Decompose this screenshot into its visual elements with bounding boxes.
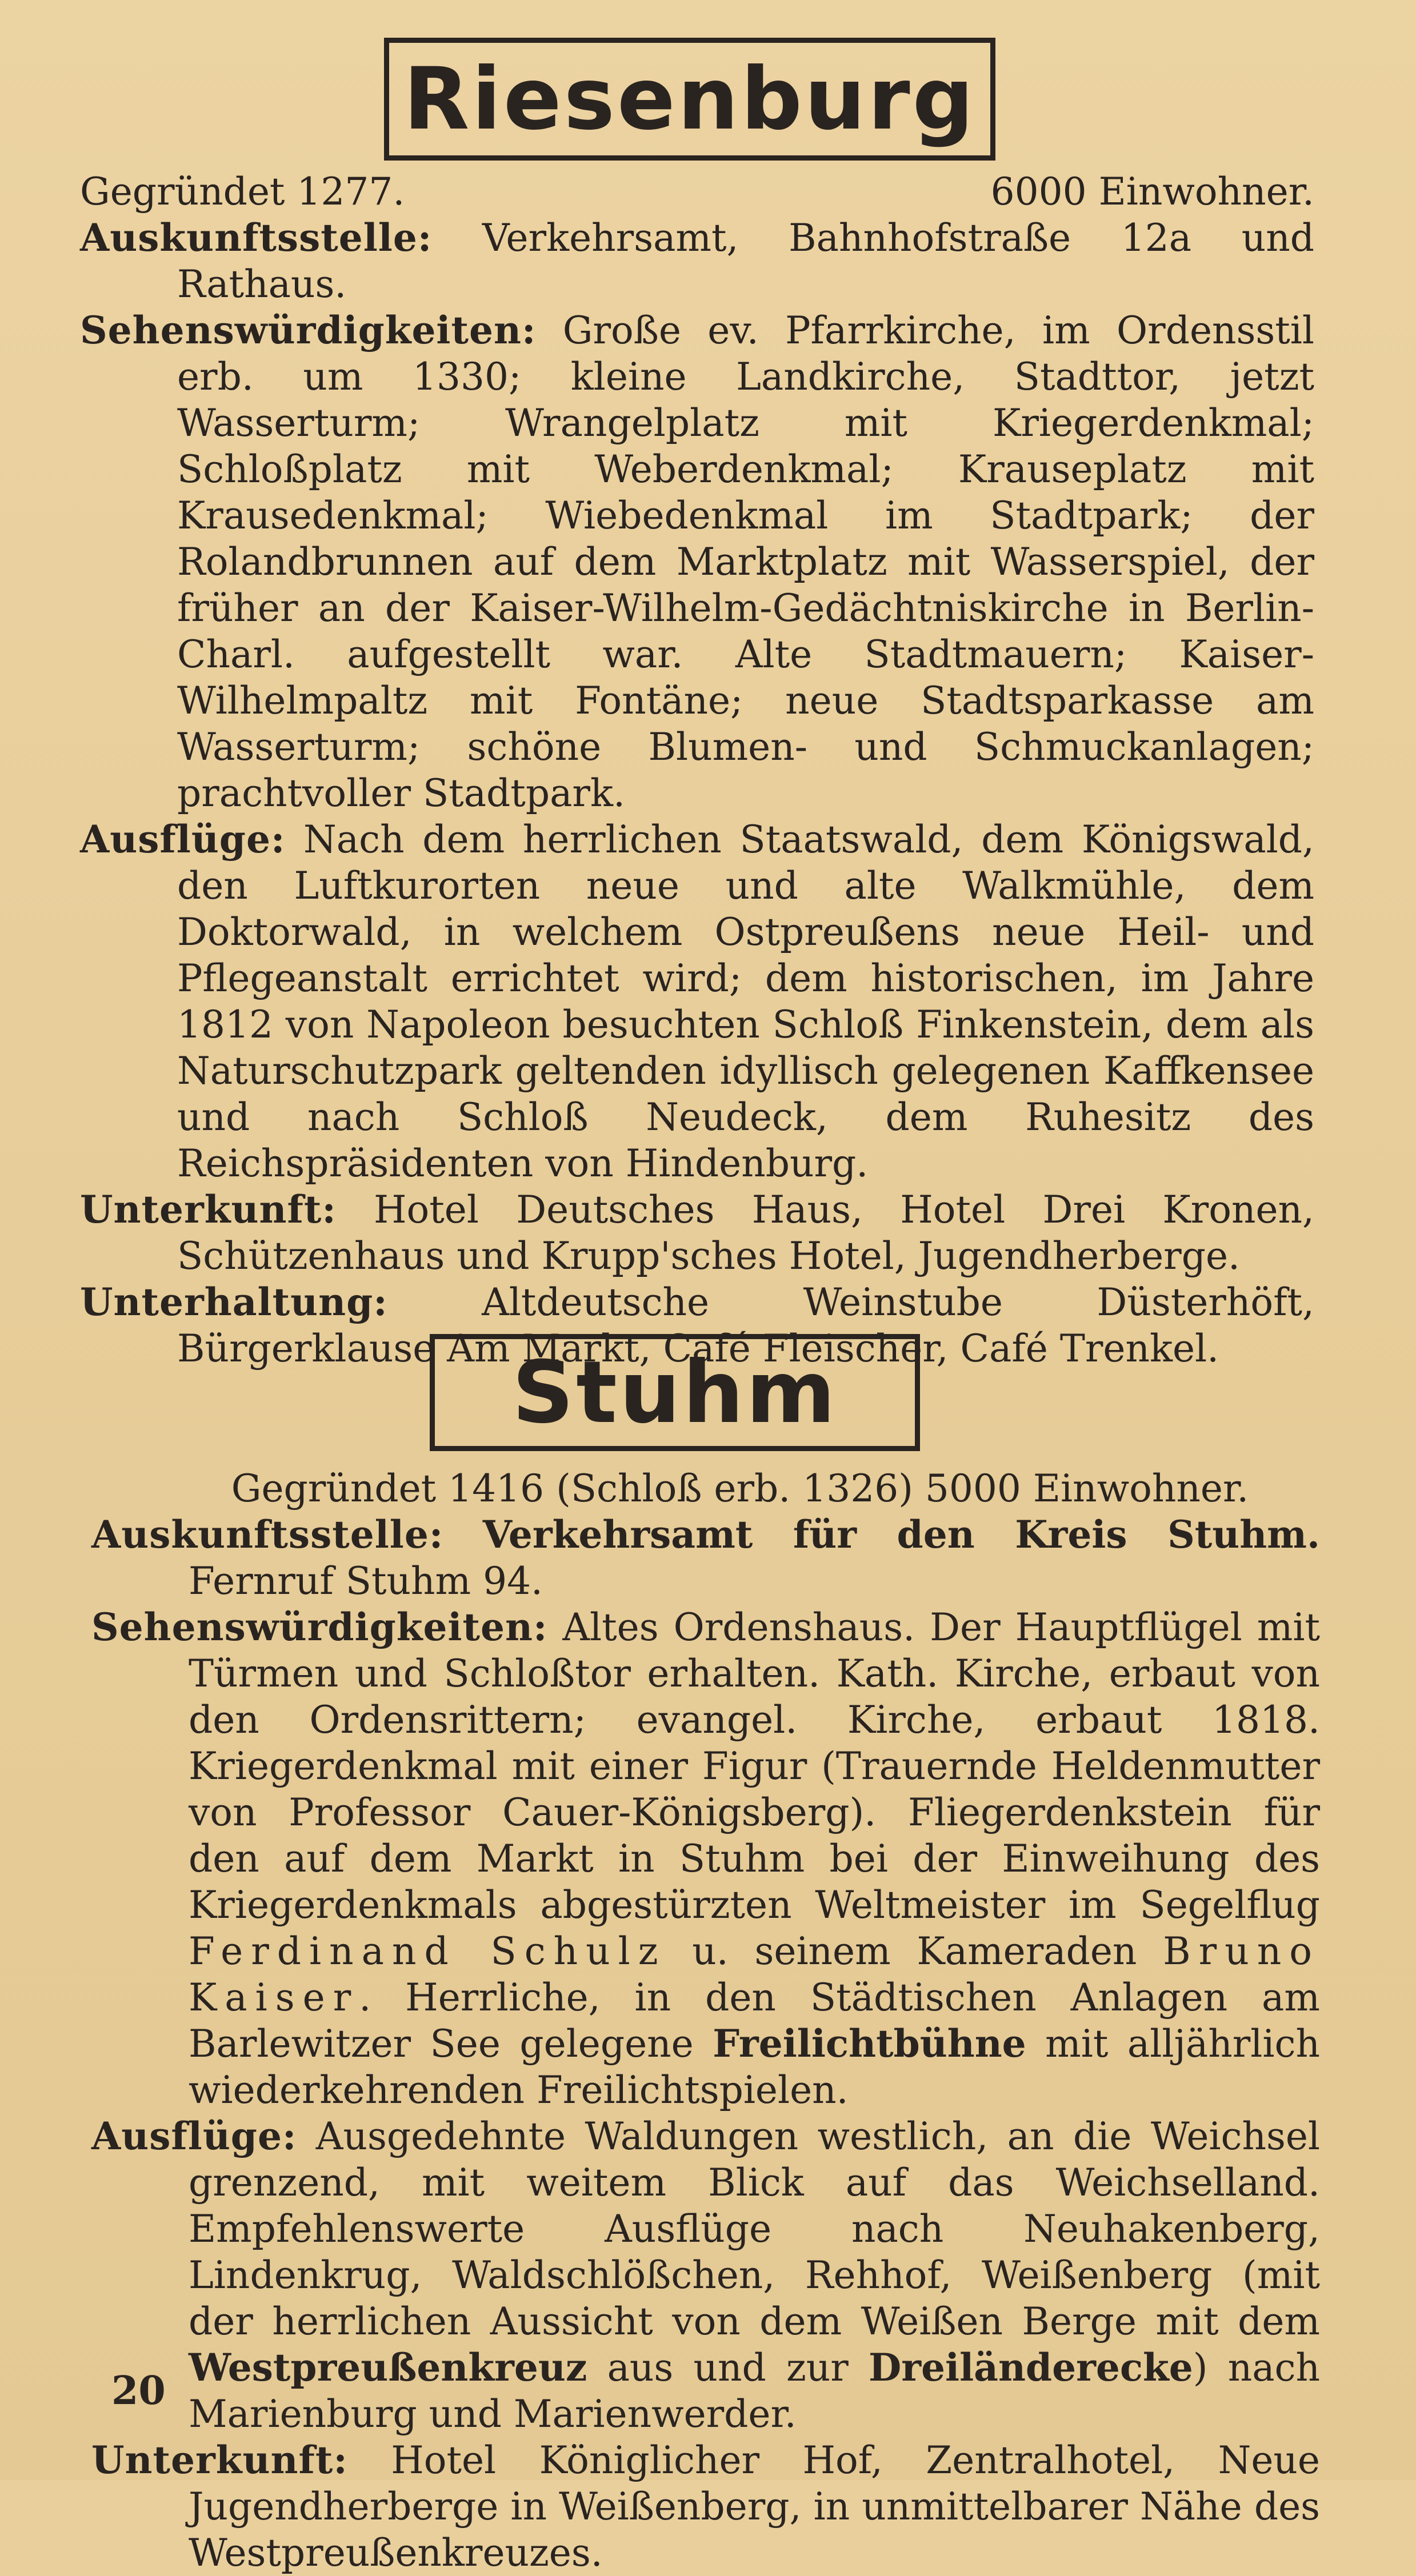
- riesenburg-lodging: [80, 1187, 1314, 1279]
- stuhm-trips-text-1: Ausgedehnte Waldungen westlich, an die Weichsel grenzend, mit weitem Blick auf das Weichselland. Empfehlenswerte Ausflüge nach Neuhakenberg, Lindenkrug, Waldschlößchen, Rehhof, Weißenberg (mit der herrlichen Aussicht von dem Weißen Berge mit dem: [189, 2114, 1320, 2343]
- riesenburg-inhabitants: 6000 Einwohner.: [990, 170, 1314, 214]
- riesenburg-sights-text: Große ev. Pfarrkirche, im Ordensstil erb. um 1330; kleine Landkirche, Stadttor, jetzt Wasserturm; Wrangelplatz mit Kriegerdenkmal; Schloßplatz mit Weberdenkmal; Krauseplatz mit Krausedenkmal; Wiebedenkmal im Stadtpark; der Rolandbrunnen auf dem Marktplatz mit Wasserspiel, der früher an der Kaiser-Wilhelm-Gedächtniskirche in Berlin-Charl. aufgestellt war. Alte Stadtmauern; Kaiser-Wilhelmpaltz mit Fontäne; neue Stadtsparkasse am Wasserturm; schöne Blumen- und Schmuckanlagen; prachtvoller Stadtpark.: [177, 309, 1314, 815]
- stuhm-info-text: Verkehrsamt für den Kreis Stuhm.: [482, 1512, 1320, 1557]
- riesenburg-info-text: Verkehrsamt, Bahnhofstraße 12a und Rathaus.: [177, 216, 1314, 306]
- riesenburg-section: [80, 169, 1314, 1372]
- stuhm-sights-name-1: Ferdinand Schulz: [189, 1929, 666, 1973]
- riesenburg-sights-label: Sehenswürdigkeiten:: [80, 308, 537, 352]
- riesenburg-title: Riesenburg: [403, 49, 976, 149]
- riesenburg-info-label: Auskunftsstelle:: [80, 215, 433, 260]
- stuhm-founded: Gegründet 1416 (Schloß erb. 1326) 5000 Einwohner.: [231, 1467, 1249, 1511]
- stuhm-sights-text-2: u. seinem Kameraden: [692, 1929, 1137, 1973]
- stuhm-sights-text-1: Altes Ordenshaus. Der Hauptflügel mit Türmen und Schloßtor erhalten. Kath. Kirche, erbaut von den Ordensrittern; evangel. Kirche, erbaut 1818. Kriegerdenkmal mit einer Figur (Trauernde Heldenmutter von Professor Cauer-Königsberg). Fliegerdenkstein für den auf dem Markt in Stuhm bei der Einweihung des Kriegerdenkmals abgestürzten Weltmeister im Segelflug: [189, 1605, 1321, 1927]
- riesenburg-founded: Gegründet 1277.: [80, 170, 405, 214]
- riesenburg-trips-label: Ausflüge:: [80, 817, 286, 862]
- riesenburg-trips: [80, 816, 1314, 1187]
- riesenburg-info: [80, 215, 1314, 307]
- stuhm-lodging-text: Hotel Königlicher Hof, Zentralhotel, Neue Jugendherberge in Weißenberg, in unmittelbarer Nähe des Westpreußenkreuzes.: [189, 2438, 1320, 2575]
- stuhm-info-phone: Fernruf Stuhm 94.: [189, 1559, 543, 1603]
- stuhm-trips: [91, 2113, 1320, 2437]
- stuhm-trips-text-3: ) nach Marienburg und Marienwerder.: [189, 2346, 1321, 2436]
- stuhm-trips-label: Ausflüge:: [91, 2114, 297, 2158]
- stuhm-sights-text-3: . Herrliche, in den Städtischen Anlagen am Barlewitzer See gelegene: [189, 1976, 1320, 2066]
- stuhm-sights-bold: Freilichtbühne: [713, 2021, 1026, 2066]
- riesenburg-sights: [80, 307, 1314, 816]
- stuhm-trips-bold-1: Westpreußenkreuz: [189, 2345, 587, 2390]
- riesenburg-title-box: [384, 38, 995, 161]
- stuhm-section: [91, 1465, 1320, 2576]
- riesenburg-entertainment-text: Altdeutsche Weinstube Düsterhöft, Bürgerklause Am Markt, Café Fleischer, Café Trenkel.: [177, 1280, 1314, 1371]
- stuhm-lodging-label: Unterkunft:: [91, 2438, 348, 2482]
- stuhm-sights: [91, 1604, 1320, 2113]
- riesenburg-lodging-text: Hotel Deutsches Haus, Hotel Drei Kronen, Schützenhaus und Krupp'sches Hotel, Jugendherberge.: [177, 1188, 1314, 1278]
- stuhm-sights-text-4: mit alljährlich wiederkehrenden Freilichtspielen.: [189, 2022, 1320, 2112]
- page-number: 20: [111, 2368, 166, 2414]
- stuhm-title-box: [430, 1334, 920, 1451]
- stuhm-title: Stuhm: [512, 1343, 838, 1443]
- riesenburg-trips-text: Nach dem herrlichen Staatswald, dem Königswald, den Luftkurorten neue und alte Walkmühle, dem Doktorwald, in welchem Ostpreußens neue Heil- und Pflegeanstalt errichtet wird; dem historischen, im Jahre 1812 von Napoleon besuchten Schloß Finkenstein, dem als Naturschutzpark geltenden idyllisch gelegenen Kaffkensee und nach Schloß Neudeck, dem Ruhesitz des Reichspräsidenten von Hindenburg.: [177, 818, 1315, 1185]
- stuhm-info: [91, 1512, 1320, 1604]
- riesenburg-lodging-label: Unterkunft:: [80, 1187, 337, 1232]
- stuhm-sights-label: Sehenswürdigkeiten:: [91, 1605, 548, 1649]
- stuhm-trips-bold-2: Dreiländerecke: [869, 2345, 1193, 2390]
- riesenburg-entertainment-label: Unterhaltung:: [80, 1280, 388, 1324]
- stuhm-trips-text-2: aus und zur: [607, 2346, 849, 2390]
- stuhm-sights-name-2: Bruno Kaiser: [189, 1929, 1320, 2020]
- stuhm-lodging: [91, 2437, 1320, 2576]
- stuhm-info-label: Auskunftsstelle:: [91, 1512, 444, 1557]
- riesenburg-header-row: [80, 169, 1314, 215]
